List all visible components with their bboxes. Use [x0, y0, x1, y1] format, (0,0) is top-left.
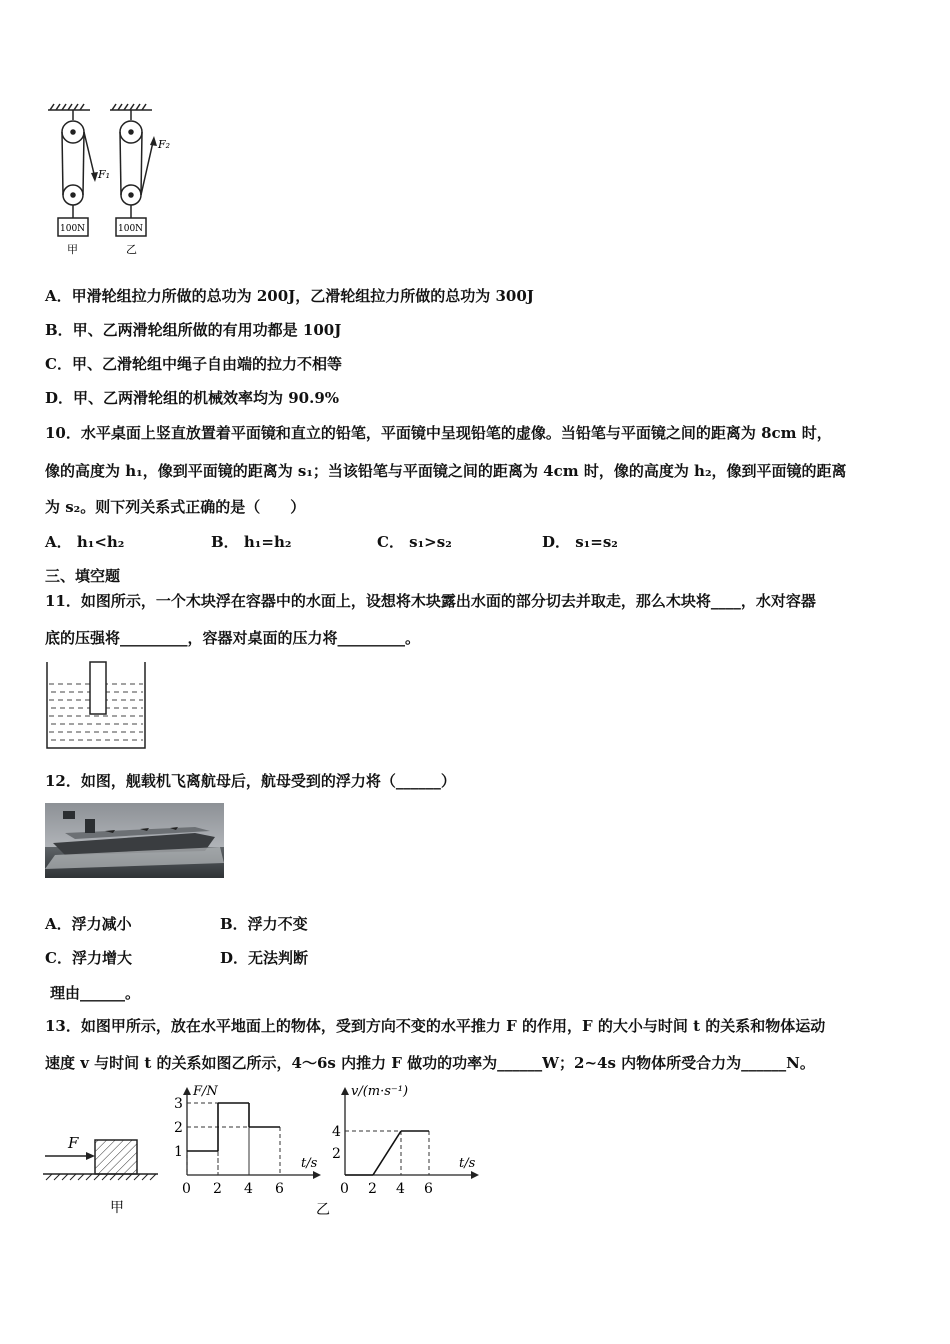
q9-option-a: A．甲滑轮组拉力所做的总功为 200J，乙滑轮组拉力所做的总功为 300J [45, 287, 534, 305]
q12-option-a: A．浮力减小 [45, 915, 132, 933]
label-yi: 乙 [126, 243, 137, 256]
ceiling-right [110, 104, 152, 110]
q10-option-a: A． h₁<h₂ [45, 533, 125, 551]
q12-option-c: C．浮力增大 [45, 949, 132, 967]
block-push-figure [40, 1130, 165, 1220]
label-f2: F₂ [158, 138, 171, 151]
pulley-right [116, 110, 153, 236]
q10-option-b: B． h₁=h₂ [211, 533, 292, 551]
q10-stem-line-3: 为 s₂。则下列关系式正确的是（ ） [45, 498, 306, 516]
x-tick-label: 0 [182, 1181, 191, 1197]
pulley-left [58, 110, 95, 236]
x-tick-label: 2 [368, 1181, 377, 1197]
aircraft-carrier-photo [45, 803, 224, 878]
q10-option-d: D． s₁=s₂ [542, 533, 618, 551]
q13-stem-line-2: 速度 v 与时间 t 的关系如图乙所示，4～6s 内推力 F 做功的功率为______W；2~4s 内物体所受合力为______N。 [45, 1054, 815, 1072]
q13-stem-line-1: 13．如图甲所示，放在水平地面上的物体，受到方向不变的水平推力 F 的作用，F 的大小与时间 t 的关系和物体运动 [45, 1017, 826, 1035]
force-time-chart [165, 1080, 325, 1205]
label-f1: F₁ [98, 168, 111, 181]
y-tick-label: 4 [332, 1124, 341, 1140]
x-tick-label: 6 [424, 1181, 433, 1197]
y-axis-label: F/N [193, 1084, 218, 1099]
q11-stem-line-2: 底的压强将_________，容器对桌面的压力将_________。 [45, 629, 421, 647]
pushed-block [95, 1140, 137, 1174]
y-axis-arrow [183, 1087, 191, 1095]
x-tick-label: 4 [244, 1181, 253, 1197]
q12-option-d: D．无法判断 [220, 949, 309, 967]
q10-option-c: C． s₁>s₂ [377, 533, 452, 551]
q12-option-b: B．浮力不变 [220, 915, 308, 933]
q10-stem-line-1: 10．水平桌面上竖直放置着平面镜和直立的铅笔，平面镜中呈现铅笔的虚像。当铅笔与平面镜之间的距离为 8cm 时， [45, 424, 832, 442]
y-tick-label: 2 [332, 1146, 341, 1162]
x-tick-label: 4 [396, 1181, 405, 1197]
arrow-f1 [91, 172, 98, 182]
weight-right-label: 100N [118, 224, 144, 234]
y-tick-label: 3 [174, 1096, 183, 1112]
q9-option-d: D．甲、乙两滑轮组的机械效率均为 90.9% [45, 389, 340, 407]
x-axis-arrow [471, 1171, 479, 1179]
q9-option-b: B．甲、乙两滑轮组所做的有用功都是 100J [45, 321, 342, 339]
force-label: F [68, 1134, 79, 1152]
x-tick-label: 0 [340, 1181, 349, 1197]
label-jia: 甲 [67, 243, 78, 256]
x-axis-label: t/s [459, 1156, 476, 1171]
container-figure [45, 660, 151, 752]
y-tick-label: 2 [174, 1120, 183, 1136]
ceiling-left [48, 104, 90, 110]
y-tick-label: 1 [174, 1144, 183, 1160]
y-axis-arrow [341, 1087, 349, 1095]
pulley-figure [40, 100, 190, 260]
y-axis-label: v/(m·s⁻¹) [351, 1084, 409, 1099]
q10-stem-line-2: 像的高度为 h₁，像到平面镜的距离为 s₁；当该铅笔与平面镜之间的距离为 4cm 时，像的高度为 h₂，像到平面镜的距离 [45, 462, 847, 480]
wood-block [90, 662, 106, 714]
label-jia-13: 甲 [110, 1200, 124, 1216]
arrow-f2 [150, 136, 157, 146]
x-axis-label: t/s [301, 1156, 318, 1171]
x-tick-label: 2 [213, 1181, 222, 1197]
q9-option-c: C．甲、乙滑轮组中绳子自由端的拉力不相等 [45, 355, 342, 373]
series-segment [373, 1131, 401, 1175]
q12-stem: 12．如图，舰载机飞离航母后，航母受到的浮力将（______） [45, 772, 456, 790]
section-heading: 三、填空题 [45, 567, 121, 585]
velocity-time-chart [312, 1080, 482, 1220]
x-tick-label: 6 [275, 1181, 284, 1197]
q12-reason: 理由______。 [50, 984, 141, 1002]
weight-left-label: 100N [60, 224, 86, 234]
label-yi-13: 乙 [316, 1202, 330, 1218]
q11-stem-line-1: 11．如图所示，一个木块浮在容器中的水面上，设想将木块露出水面的部分切去并取走，那么木块将____，水对容器 [45, 592, 816, 610]
